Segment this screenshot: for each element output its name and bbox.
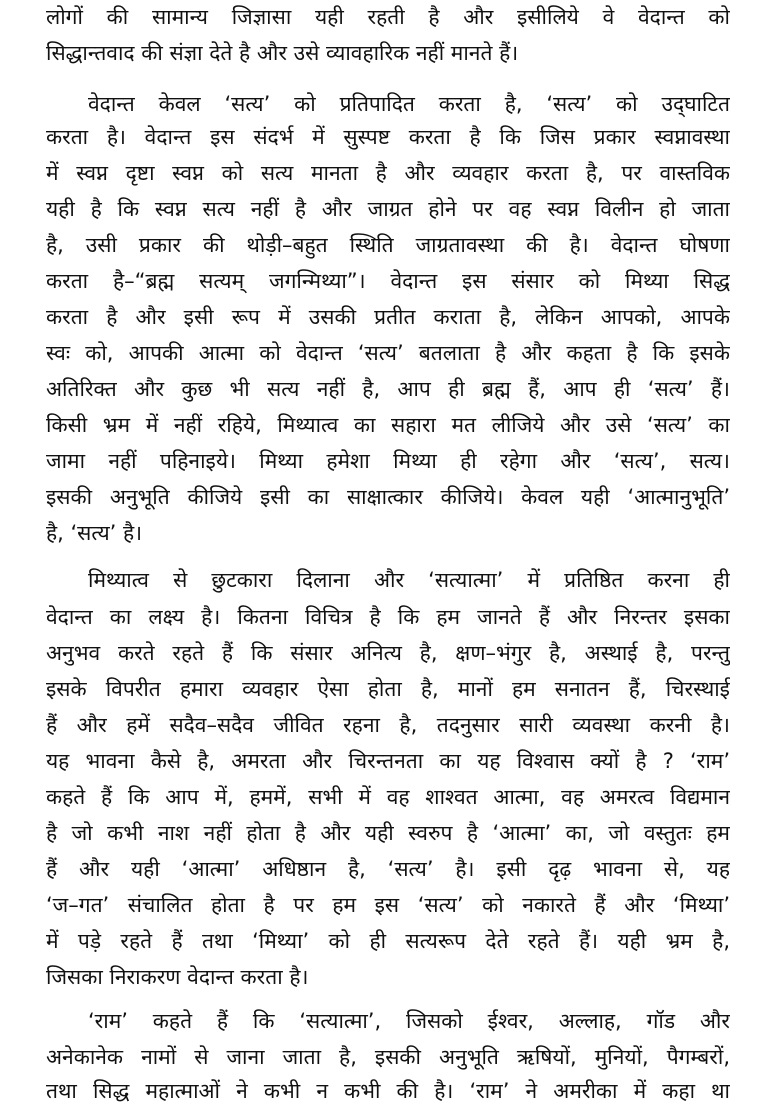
text-line: है, ‘सत्य’ है। [46, 521, 143, 545]
text-line: है, उसी प्रकार की थोड़ी–बहुत स्थिति जाग्रतावस्था की है। वेदान्त घोषणा [46, 233, 730, 257]
text-line: स्वः को, आपकी आत्मा को वेदान्त ‘सत्य’ बतलाता है और कहता है कि इसके [46, 341, 730, 365]
text-line: है जो कभी नाश नहीं होता है और यही स्वरुप है ‘आत्मा’ का, जो वस्तुतः हम [46, 821, 730, 845]
text-line: हैं और यही ‘आत्मा’ अधिष्ठान है, ‘सत्य’ है। इसी दृढ़ भावना से, यह [46, 857, 730, 881]
text-line: इसके विपरीत हमारा व्यवहार ऐसा होता है, मानों हम सनातन हैं, चिरस्थाई [46, 677, 730, 701]
paragraph-start-line: ‘राम’ कहते हैं कि ‘सत्यात्मा’, जिसको ईश्वर, अल्लाह, गॉड और [88, 1009, 730, 1033]
paragraph-start-line: मिथ्यात्व से छुटकारा दिलाना और ‘सत्यात्मा’ में प्रतिष्ठित करना ही [88, 568, 730, 592]
text-line: वेदान्त का लक्ष्य है। कितना विचित्र है कि हम जानते हैं और निरन्तर इसका [46, 605, 730, 629]
text-line: लोगों की सामान्य जिज्ञासा यही रहती है और इसीलिये वे वेदान्त को [46, 5, 730, 29]
text-line: किसी भ्रम में नहीं रहिये, मिथ्यात्व का सहारा मत लीजिये और उसे ‘सत्य’ का [46, 413, 730, 437]
text-line: यही है कि स्वप्न सत्य नहीं है और जाग्रत होने पर वह स्वप्न विलीन हो जाता [46, 197, 730, 221]
paragraph-start-line: वेदान्त केवल ‘सत्य’ को प्रतिपादित करता है, ‘सत्य’ को उद्‌घाटित [88, 92, 730, 116]
text-line: तथा सिद्ध महात्माओं ने कभी न कभी की है। ‘राम’ ने अमरीका में कहा था [46, 1079, 730, 1103]
text-line: अतिरिक्त और कुछ भी सत्य नहीं है, आप ही ब्रह्म हैं, आप ही ‘सत्य’ हैं। [46, 377, 730, 401]
text-line: करता है और इसी रूप में उसकी प्रतीत कराता है, लेकिन आपको, आपके [46, 305, 730, 329]
text-line: कहते हैं कि आप में, हममें, सभी में वह शाश्वत आत्मा, वह अमरत्व विद्यमान [46, 785, 730, 809]
text-line: में पड़े रहते हैं तथा ‘मिथ्या’ को ही सत्यरूप देते रहते हैं। यही भ्रम है, [46, 929, 730, 953]
text-line: जिसका निराकरण वेदान्त करता है। [46, 965, 309, 989]
text-line: अनेकानेक नामों से जाना जाता है, इसकी अनुभूति ऋषियों, मुनियों, पैगम्बरों, [46, 1045, 730, 1069]
text-line: अनुभव करते रहते हैं कि संसार अनित्य है, क्षण–भंगुर है, अस्थाई है, परन्तु [46, 641, 730, 665]
text-line: करता है–“ब्रह्म सत्यम् जगन्मिथ्या”। वेदान्त इस संसार को मिथ्या सिद्ध [46, 269, 730, 293]
text-line: यह भावना कैसे है, अमरता और चिरन्तनता का यह विश्वास क्यों है ? ‘राम’ [46, 749, 730, 773]
text-line: करता है। वेदान्त इस संदर्भ में सुस्पष्ट करता है कि जिस प्रकार स्वप्नावस्था [46, 125, 730, 149]
text-line: इसकी अनुभूति कीजिये इसी का साक्षात्कार कीजिये। केवल यही ‘आत्मानुभूति’ [46, 485, 730, 509]
text-line: जामा नहीं पहिनाइये। मिथ्या हमेशा मिथ्या ही रहेगा और ‘सत्य’, सत्य। [46, 449, 730, 473]
text-line: ‘ज–गत’ संचालित होता है पर हम इस ‘सत्य’ को नकारते हैं और ‘मिथ्या’ [46, 893, 730, 917]
text-line: हैं और हमें सदैव–सदैव जीवित रहना है, तदनुसार सारी व्यवस्था करनी है। [46, 713, 730, 737]
text-line: में स्वप्न दृष्टा स्वप्न को सत्य मानता है और व्यवहार करता है, पर वास्तविक [46, 161, 730, 185]
text-line: सिद्धान्तवाद की संज्ञा देते है और उसे व्यावहारिक नहीं मानते हैं। [46, 41, 519, 65]
